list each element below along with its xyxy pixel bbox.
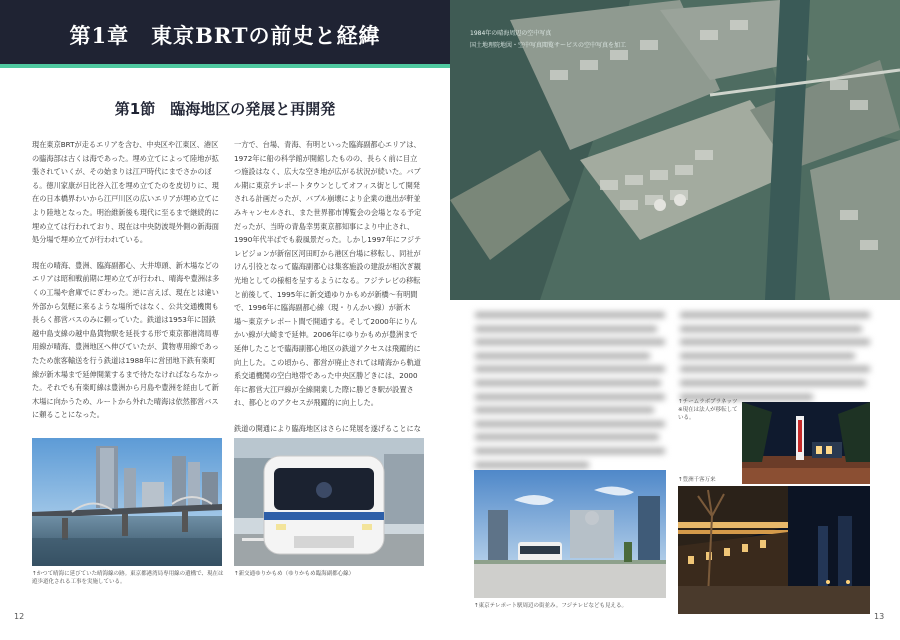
text-column-2: [234, 138, 424, 447]
photo-harumi-bridge: [32, 438, 222, 566]
right-page: [450, 0, 900, 640]
paragraph: 現在東京BRTが走るエリアを含む、中央区や江東区、港区の臨海部は古くは海であった。埋め立てによって陸地が拡張されていくが、その始まりは江戸時代にまでさかのぼる。徳川家康が日比谷入江を埋め立てたのを皮切りに、現在の日本橋界わいから江戸川区の広いエリアが埋め立てにより陸地となった。明治維新後も現代に至るまで継続的に埋め立ては行われており、現在は中央防波堤外側の新海面処分場で埋め立てが行われている。: [32, 140, 219, 245]
section-title: 第1節 臨海地区の発展と再開発: [114, 100, 336, 118]
page-number: 12: [14, 612, 25, 621]
paragraph: 現在の晴海、豊洲、臨海副都心、大井埠頭、新木場などのエリアは昭和戦前期に埋め立てが行われ、晴海や豊洲は多くの工場や倉庫でにぎわった。逆に言えば、現在とは違い外部から気軽に来るような場所ではなく、公共交通機関も長らく都営バスのみに頼っていた。鉄道は1953年に国鉄越中島支線の越中島貨物駅を延長する形で東京都港湾局専用線が晴海、豊洲地区へ伸びていたが、貨物専用線であったため旅客輸送を行う鉄道は1988年に営団地下鉄有楽町線が新木場まで延伸開業するまで待たなければならなかった。それでも有楽町線は豊洲から月島や豊洲を経由して新木場に向かうため、ルートから外れた晴海は依然都営バスに頼ることになった。: [32, 260, 220, 420]
text-column-1: [32, 138, 222, 434]
caption-toyosu: ↑豊洲千客万来: [678, 477, 716, 483]
caption-teamlab: ↑チームラボプラネッツ※現在は法人が移転している。: [678, 399, 738, 421]
chapter-accent-line: [0, 64, 450, 68]
page-number: 13: [874, 612, 885, 621]
aerial-caption-line: 国土地理院地図・空中写真閲覧サービスの空中写真を加工: [470, 42, 627, 49]
photo-teleport: [474, 470, 666, 598]
blurred-text-column-2: [680, 312, 870, 407]
paragraph: 一方で、台場、青海、有明といった臨海副都心エリアは、1972年に船の科学館が開館したものの、長らく前に目立つ施設はなく、広大な空き地が広がる状況が続いた。バブル期に東京テレポートタウンとしてオフィス街として開発される計画だったが、バブル崩壊により企業の進出が軒並みキャンセルされ、また世界都市博覧会の会場となる予定だったが、当時の青島幸男東京都知事により中止され、1990年代半ばでも殺風景だった。しかし1997年にフジテレビジョンが新宿区河田町から港区台場に移転し、同社がけん引役となって臨海副都心は集客施設の建設が相次ぎ観光地としての様相を呈するようになる。フジテレビの移転と前後して、1995年に新交通ゆりかもめが新橋〜有明間で、1996年に臨海副都心線（現・りんかい線）が新木場〜東京テレポート間で開通する。そして2000年にりんかい線が大崎まで延伸。2006年にゆりかもめが豊洲まで延伸したことで臨海副都心地区の鉄道アクセスは飛躍的に向上した。この頃から、都営が廃止されては晴海から軌道系交通機関の空白地帯であった中央区勝どきには、2000年に都営大江戸線が全線開業した際に勝どき駅が設置され、都心とのアクセスが飛躍的に向上した。: [234, 140, 422, 408]
photo-teamlab: [742, 402, 870, 484]
caption-teleport: ↑東京テレポート駅周辺の街並み。フジテレビなども見える。: [474, 603, 628, 609]
caption-photo-2: ↑新交通ゆりかもめ（ゆりかもめ臨海副都心線）: [234, 571, 355, 577]
chapter-banner: [0, 0, 450, 68]
photo-toyosu: [678, 486, 870, 614]
photo-yurikamome-train: [234, 438, 424, 566]
aerial-caption-line: 1984年の晴海周辺の空中写真: [470, 30, 552, 37]
aerial-caption: [470, 28, 626, 52]
aerial-photo: [450, 0, 900, 300]
chapter-title: 第1章 東京BRTの前史と経緯: [69, 23, 381, 48]
caption-photo-1: ↑かつて晴海に延びていた晴海線の跡。東京都港湾局専用線の遺構で、現在は遊歩道化される工事を実施している。: [32, 571, 224, 585]
blurred-text-column-1: [475, 312, 665, 475]
paragraph: 鉄道の開通により臨海地区はさらに発展を遂げることにな: [234, 423, 421, 433]
